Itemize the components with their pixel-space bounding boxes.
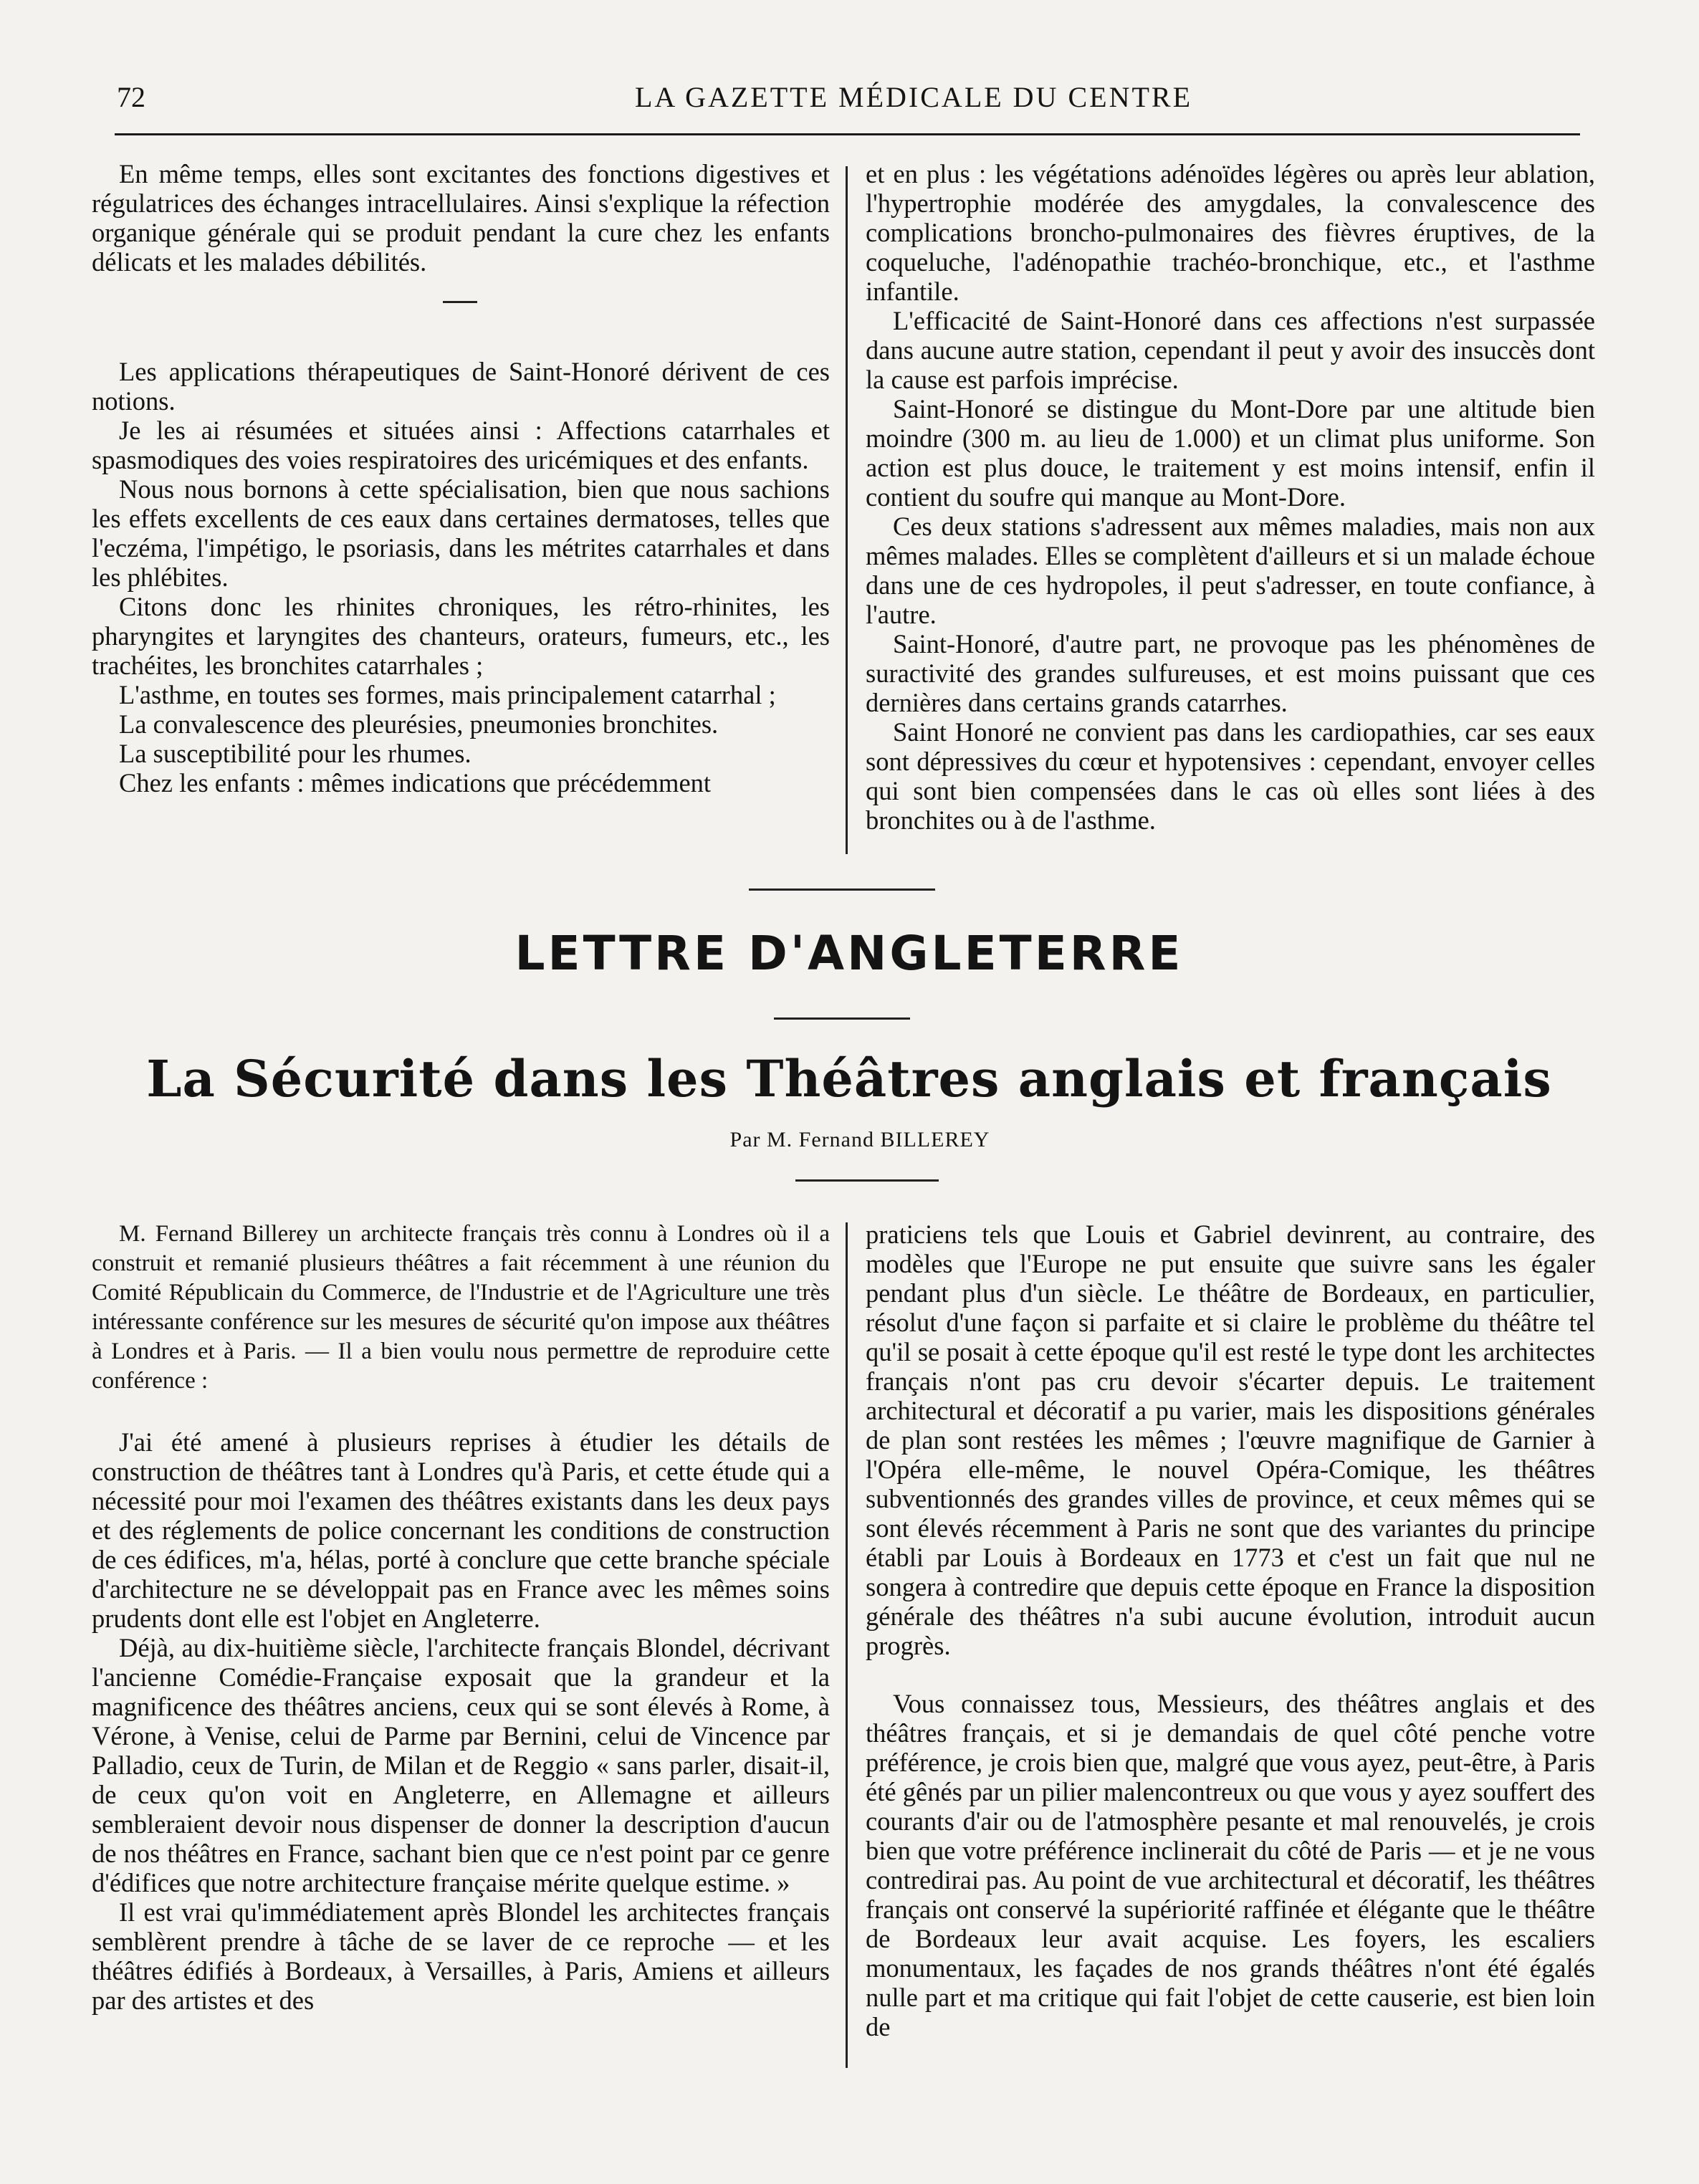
paragraph: J'ai été amené à plusieurs reprises à étudier les détails de construction de théâtres tant à Londres qu'à Paris, et cette étude qui a nécessité pour moi l'examen des théâtres existants dans les deux pays et des réglements de police concernant les conditions de construction de ces édifices, m'a, hélas, porté à conclure que cette branche spéciale d'architecture ne se développait pas en France avec les mêmes soins prudents dont elle est l'objet en Angleterre. xyxy=(92,1427,830,1633)
title-rule xyxy=(749,889,935,891)
paragraph: L'efficacité de Saint-Honoré dans ces affections n'est surpassée dans aucune autre station, cependant il peut y avoir des insuccès dont la cause est parfois imprécise. xyxy=(866,306,1595,394)
paragraph: Saint-Honoré, d'autre part, ne provoque pas les phénomènes de suractivité des grandes sulfureuses, et est moins puissant que ces dernières dans certains grands catarrhes. xyxy=(866,629,1595,717)
paragraph: praticiens tels que Louis et Gabriel devinrent, au contraire, des modèles que l'Europe ne put ensuite que suivre sans les égaler pendant plus d'un siècle. Le théâtre de Bordeaux, en particulier, résolut d'une façon si parfaite et si claire le problème du théâtre tel qu'il se posait à cette époque qu'il est resté le type dont les architectes français n'ont pas cru devoir s'écarter depuis. Le traitement architectural et décoratif a pu varier, mais les dispositions générales de plan sont restées les mêmes ; l'œuvre magnifique de Garnier à l'Opéra elle-même, le nouvel Opéra-Comique, les théâtres subventionnés des grandes villes de province, et ceux mêmes qui se sont élevés récemment à Paris ne sont que des variantes du principe établi par Louis à Bordeaux en 1773 et c'est un fait que nul ne songera à contredire que depuis cette époque en France la disposition générale des théâtres n'a subi aucune évolution, introduit aucun progrès. xyxy=(866,1220,1595,1660)
paragraph: La susceptibilité pour les rhumes. xyxy=(119,739,472,768)
paragraph: Déjà, au dix-huitième siècle, l'architecte français Blondel, décrivant l'ancienne Comédie-Française exposait que la grandeur et la magnificence des théâtres anciens, ceux qui se sont élevés à Rome, à Vérone, à Venise, celui de Parme par Bernini, celui de Vincence par Palladio, ceux de Turin, de Milan et de Reggio « sans parler, disait-il, de ceux qu'on voit en Angleterre, en Allemagne et ailleurs sembleraient devoir nous dispenser de donner la description d'aucun de nos théâtres en France, sachant bien que ce n'est point par ce genre d'édifices que notre architecture française mérite quelque estime. » xyxy=(92,1633,830,1897)
page-number: 72 xyxy=(117,81,145,113)
paragraph: Ces deux stations s'adressent aux mêmes maladies, mais non aux mêmes malades. Elles se complètent d'ailleurs et si un malade échoue dans une de ces hydropoles, il peut s'adresser, en toute confiance, à l'autre. xyxy=(866,512,1595,629)
top-right-column xyxy=(866,159,1595,835)
article-title: La Sécurité dans les Théâtres anglais et français xyxy=(146,1049,1552,1108)
header-rule xyxy=(115,133,1580,135)
column-rule xyxy=(846,1222,848,2068)
top-left-column xyxy=(92,159,830,798)
section-title: LETTRE D'ANGLETERRE xyxy=(515,926,1184,981)
running-header: LA GAZETTE MÉDICALE DU CENTRE xyxy=(634,81,1192,113)
paragraph: Saint Honoré ne convient pas dans les cardiopathies, car ses eaux sont dépressives du cœur et hypotensives : cependant, envoyer celles qui sont bien compensées dans le cas où elles sont liées à des bronchites ou à de l'asthme. xyxy=(866,717,1595,835)
paragraph: Vous connaissez tous, Messieurs, des théâtres anglais et des théâtres français, et si je demandais de quel côté penche votre préférence, je crois bien que, malgré que vous ayez, peut-être, à Paris été gênés par un pilier malencontreux ou que vous y ayez souffert des courants d'air ou de l'atmosphère pesante et mal renouvelés, je crois bien que votre préférence inclinerait du côté de Paris — et je ne vous contredirai pas. Au point de vue architectural et décoratif, les théâtres français ont conservé la supériorité raffinée et élégante que le théâtre de Bordeaux leur avait acquise. Les foyers, les escaliers monumentaux, les façades de nos grands théâtres n'ont été égalés nulle part et ma critique qui fait l'objet de cette causerie, est bien loin de xyxy=(866,1689,1595,2041)
bottom-right-column xyxy=(866,1220,1595,2041)
paragraph: La convalescence des pleurésies, pneumonies bronchites. xyxy=(119,709,719,739)
paragraph: En même temps, elles sont excitantes des fonctions digestives et régulatrices des échanges intracellulaires. Ainsi s'explique la réfection organique générale qui se produit pendant la cure chez les enfants délicats et les malades débilités. xyxy=(92,159,830,277)
paragraph: Nous nous bornons à cette spécialisation, bien que nous sachions les effets excellents de ces eaux dans certaines dermatoses, telles que l'eczéma, l'impétigo, le psoriasis, dans les métrites catarrhales et dans les phlébites. xyxy=(92,474,830,592)
title-rule xyxy=(774,1017,910,1020)
bottom-left-column xyxy=(92,1220,830,2015)
paragraph: et en plus : les végétations adénoïdes légères ou après leur ablation, l'hypertrophie modérée des amygdales, la convalescence des complications broncho-pulmonaires des fièvres éruptives, de la coqueluche, l'adénopathie trachéo-bronchique, etc., et l'asthme infantile. xyxy=(866,159,1595,306)
paragraph: Chez les enfants : mêmes indications que précédemment xyxy=(119,768,712,798)
title-rule xyxy=(795,1179,939,1182)
intro-paragraph: M. Fernand Billerey un architecte français très connu à Londres où il a construit et remanié plusieurs théâtres a fait récemment à une réunion du Comité Républicain du Commerce, de l'Industrie et de l'Agriculture une très intéressante conférence sur les mesures de sécurité qu'on impose aux théâtres à Londres et à Paris. — Il a bien voulu nous permettre de reproduire cette conférence : xyxy=(92,1221,830,1394)
paragraph: L'asthme, en toutes ses formes, mais principalement catarrhal ; xyxy=(119,680,776,709)
paragraph: Il est vrai qu'immédiatement après Blondel les architectes français semblèrent prendre à tâche de se laver de ce reproche — et les théâtres édifiés à Bordeaux, à Versailles, à Paris, Amiens et ailleurs par des artistes et des xyxy=(92,1897,830,2015)
paragraph: Je les ai résumées et situées ainsi : Affections catarrhales et spasmodiques des voies respiratoires des uricémiques et des enfants. xyxy=(92,416,830,474)
byline: Par M. Fernand BILLEREY xyxy=(729,1128,990,1151)
separator-dash xyxy=(92,277,830,328)
paragraph: Citons donc les rhinites chroniques, les rétro-rhinites, les pharyngites et laryngites des chanteurs, orateurs, fumeurs, etc., les trachéites, les bronchites catarrhales ; xyxy=(92,592,830,680)
column-rule xyxy=(846,166,848,854)
paragraph: Saint-Honoré se distingue du Mont-Dore par une altitude bien moindre (300 m. au lieu de 1.000) et un climat plus uniforme. Son action est plus douce, le traitement y est moins intensif, enfin il contient du soufre qui manque au Mont-Dore. xyxy=(866,394,1595,512)
paragraph: Les applications thérapeutiques de Saint-Honoré dérivent de ces notions. xyxy=(92,357,830,416)
